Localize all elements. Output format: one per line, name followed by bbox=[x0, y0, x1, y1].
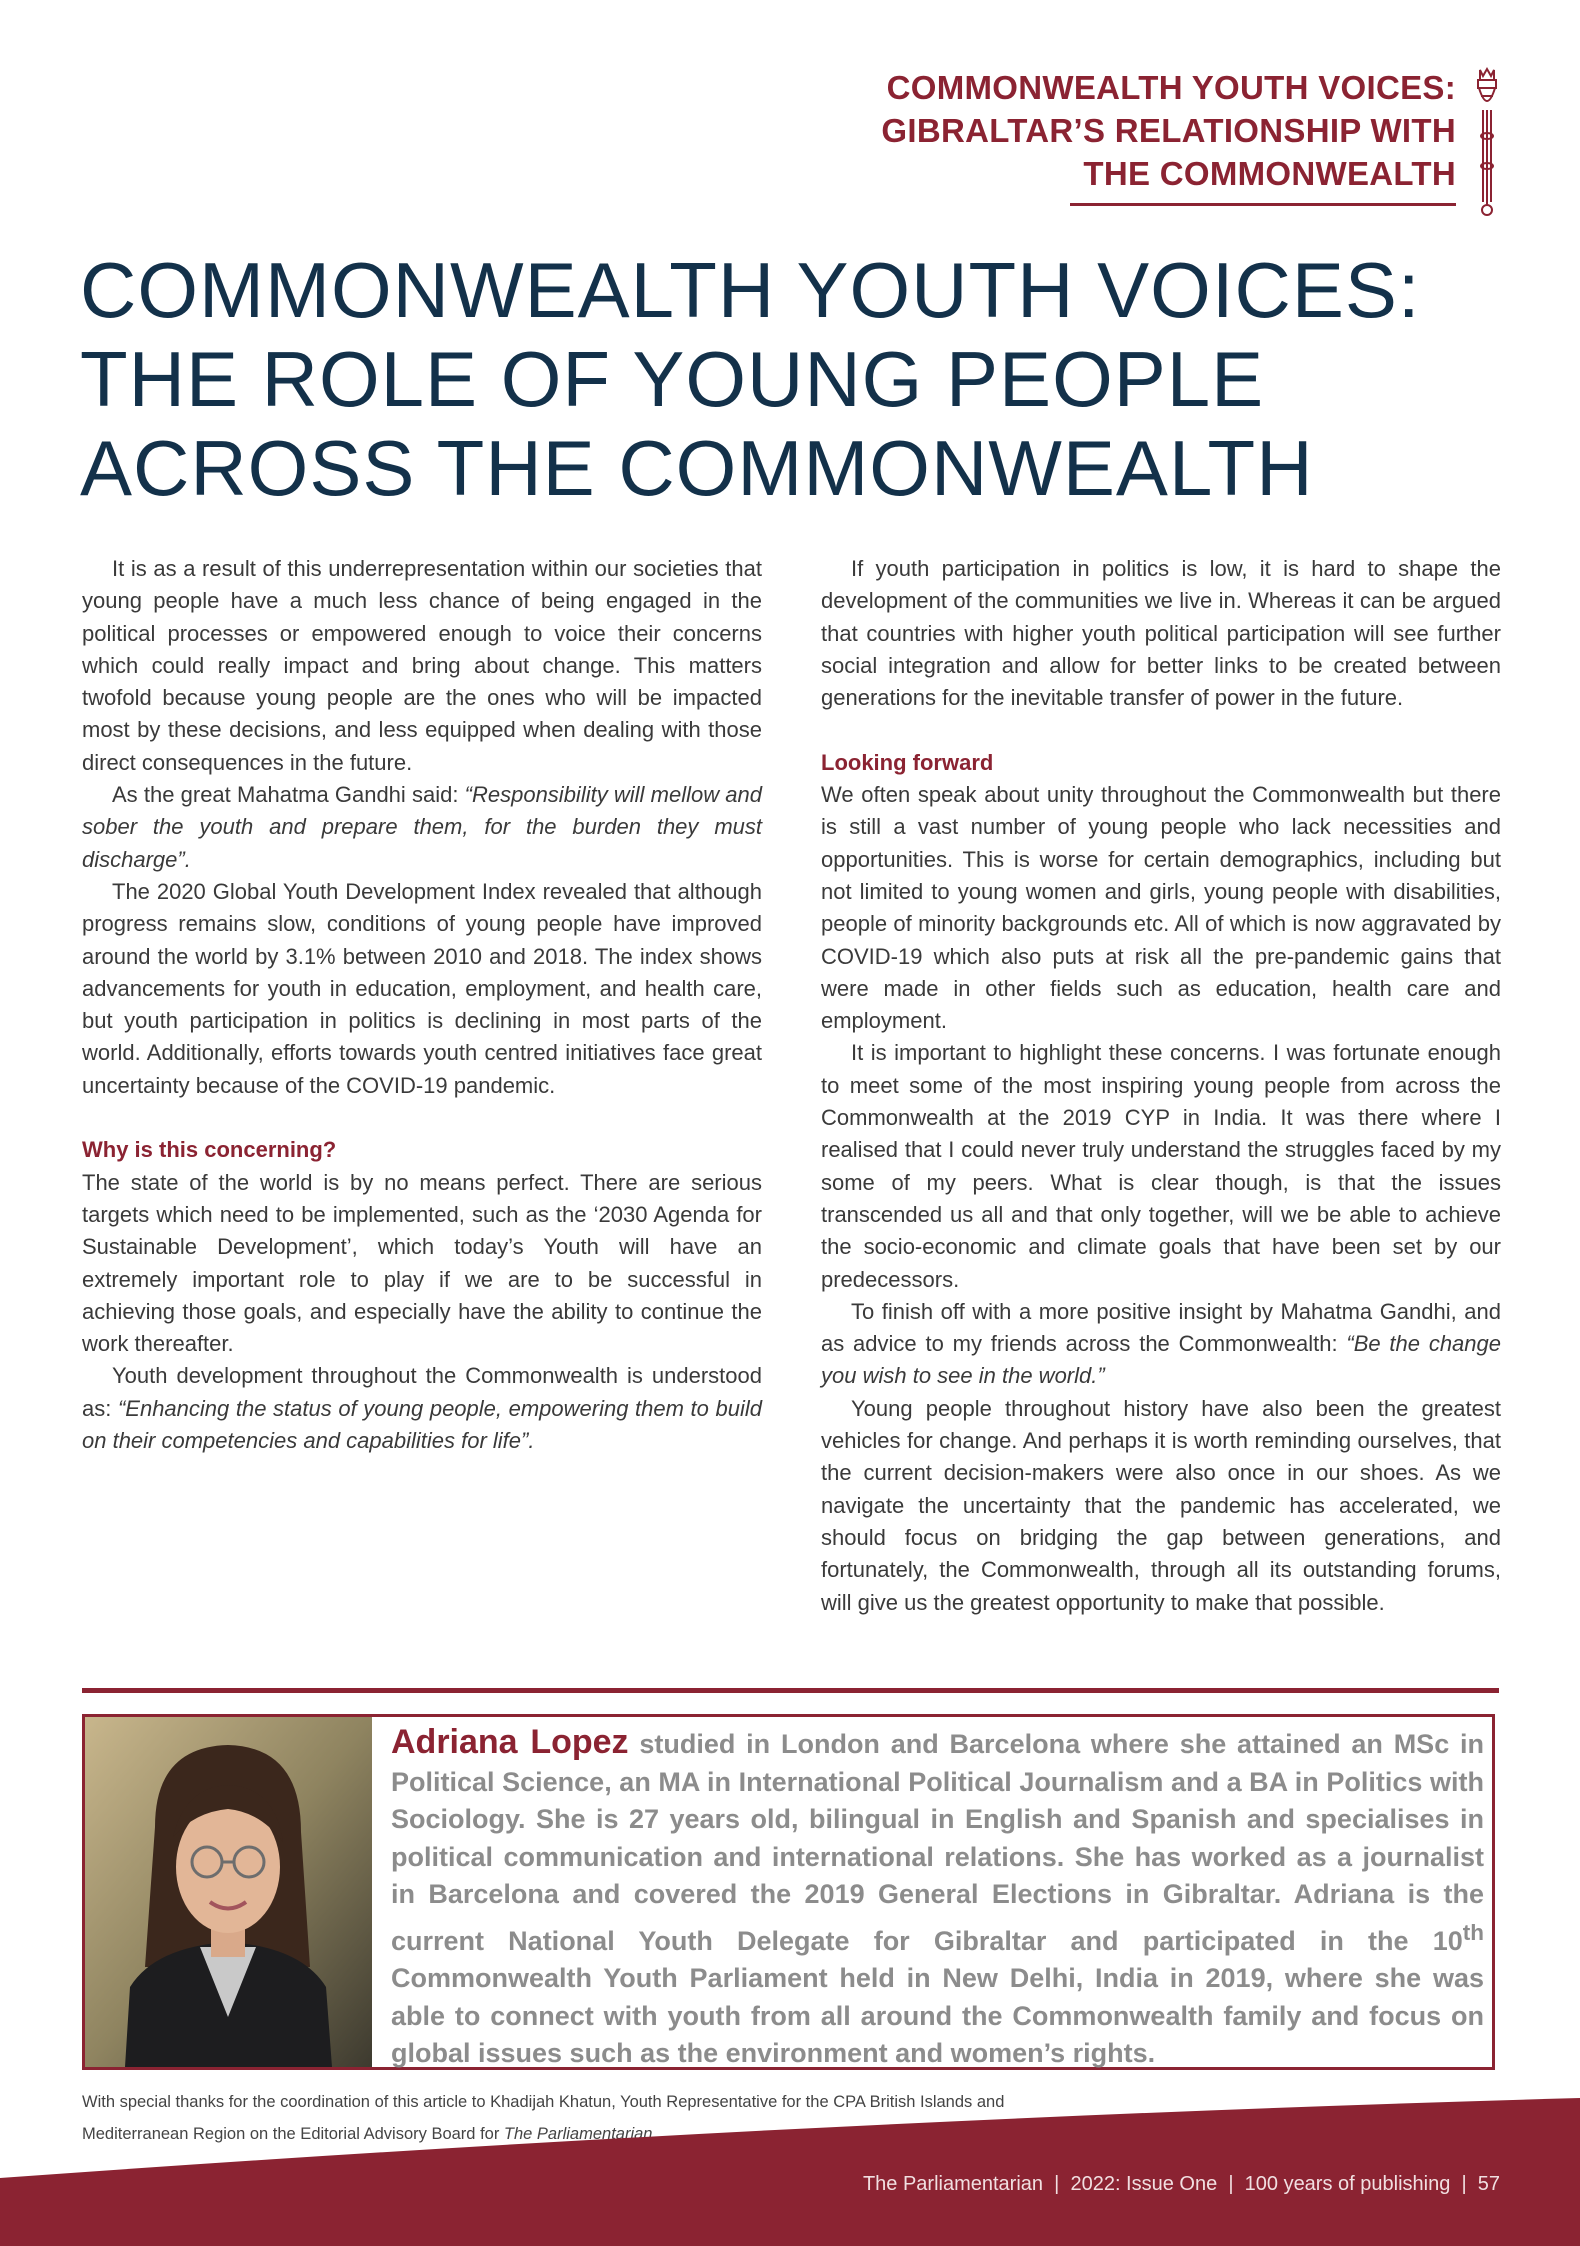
paragraph: The state of the world is by no means perfect. There are serious targets which need to be implemented, such as the ‘2030 Agenda for Sustainable Development’, which today’s Youth will have an extremely important role to play if we are to be successful in achieving those goals, and especially have the ability to continue the work thereafter. bbox=[82, 1169, 762, 1357]
paragraph: The 2020 Global Youth Development Index revealed that although progress remains slow, conditions of young people have improved around the world by 3.1% between 2010 and 2018. The index shows advancements for youth in education, employment, and health care, but youth participation in politics is declining in most parts of the world. Additionally, efforts towards youth centred initiatives face great uncertainty because of the COVID-19 pandemic. bbox=[82, 878, 762, 1098]
acknowledgement-text: With special thanks for the coordination of this article to Khadijah Khatun, Youth Representative for the CPA British Islands and Mediterranean Region on the Editorial Advisory Board for bbox=[82, 2093, 1005, 2143]
paragraph-lead: Youth development throughout the Commonwealth is understood as: bbox=[82, 1363, 762, 1421]
paragraph: Young people throughout history have also been the greatest vehicles for change. And perhaps it is worth reminding ourselves, that the current decision-makers were also once in our shoes. As we navigate the uncertainty that the pandemic has accelerated, we should focus on bridging the gap between generations, and fortunately, the Commonwealth, through all its outstanding forums, will give us the greatest opportunity to make that possible. bbox=[821, 1395, 1501, 1615]
paragraph-lead: As the great Mahatma Gandhi said: bbox=[112, 782, 465, 808]
publication-name: The Parliamentarian bbox=[503, 2125, 653, 2143]
paragraph bbox=[82, 779, 762, 876]
left-column bbox=[82, 553, 762, 1457]
right-column bbox=[821, 553, 1501, 1619]
paragraph: If youth participation in politics is low, it is hard to shape the development of the communities we live in. Whereas it can be argued that countries with higher youth political participation will see further social integration and allow for better links to be created between generations for the inevitable transfer of power in the future. bbox=[821, 556, 1501, 711]
ordinal-suffix: th bbox=[1462, 1919, 1484, 1945]
section-heading: Why is this concerning? bbox=[82, 1137, 337, 1163]
gandhi-quote: “Responsibility will mellow and sober the youth and prepare them, for the burden they must discharge”. bbox=[82, 782, 762, 872]
paragraph-lead: To finish off with a more positive insight by Mahatma Gandhi, and as advice to my friends across the Commonwealth: bbox=[821, 1298, 1501, 1357]
author-name: Adriana Lopez bbox=[391, 1723, 629, 1761]
paragraph: It is important to highlight these concerns. I was fortunate enough to meet some of the most inspiring young people from across the Commonwealth at the 2019 CYP in India. It was there where I realised that I could never truly understand the struggles faced by my some of my peers. What is clear though, is that the issues transcended us all and that only together, will we be able to achieve the socio-economic and climate goals that have been set by our predecessors. bbox=[821, 1040, 1501, 1292]
section-heading: Looking forward bbox=[821, 749, 994, 775]
page-footer: The Parliamentarian | 2022: Issue One | 100 years of publishing | 57 bbox=[862, 2173, 1500, 2195]
bio-text-part-2: Commonwealth Youth Parliament held in New Delhi, India in 2019, where she was able to connect with youth from all around the Commonwealth family and focus on global issues such as the environment and women’s rights. bbox=[391, 1963, 1484, 2068]
paragraph: It is as a result of this underrepresentation within our societies that young people have a much less chance of being engaged in the political processes or empowered enough to voice their concerns which could really impact and bring about change. This matters twofold because young people are the ones who will be impacted most by these decisions, and less equipped when dealing with those direct consequences in the future. bbox=[82, 556, 762, 775]
definition-quote: “Enhancing the status of young people, empowering them to build on their competencies and capabilities for life”. bbox=[82, 1395, 762, 1454]
article-title-line-1: COMMONWEALTH YOUTH VOICES: bbox=[80, 246, 1421, 334]
bio-divider bbox=[82, 1688, 1499, 1693]
article-title-line-2: THE ROLE OF YOUNG PEOPLE bbox=[80, 335, 1265, 423]
section-header-line-1: COMMONWEALTH YOUTH VOICES: bbox=[886, 69, 1456, 106]
article-title-line-3: ACROSS THE COMMONWEALTH bbox=[80, 424, 1314, 512]
mace-icon bbox=[1470, 66, 1504, 218]
author-portrait-image bbox=[85, 1717, 372, 2067]
bio-text-part-1: studied in London and Barcelona where she attained an MSc in Political Science, an MA in International Political Journalism and a BA in Politics with Sociology. She is 27 years old, bilingual in English and Spanish and specialises in political communication and international relations. She has worked as a journalist in Barcelona and covered the 2019 General Elections in Gibraltar. Adriana is the current National Youth Delegate for Gibraltar and participated in the 10 bbox=[391, 1729, 1485, 1956]
section-header-line-3: THE COMMONWEALTH bbox=[1083, 155, 1456, 192]
paragraph: We often speak about unity throughout the Commonwealth but there is still a vast number of young people who lack necessities and opportunities. This is worse for certain demographics, including but not limited to young women and girls, young people with disabilities, people of minority backgrounds etc. All of which is now aggravated by COVID-19 which also puts at risk all the pre-pandemic gains that were made in other fields such as education, health care and employment. bbox=[821, 782, 1501, 1034]
author-photo bbox=[85, 1717, 372, 2067]
footer-band bbox=[0, 2080, 1580, 2246]
paragraph bbox=[82, 1360, 762, 1457]
gandhi-quote: “Be the change you wish to see in the world.” bbox=[821, 1331, 1501, 1389]
section-header bbox=[736, 66, 1456, 195]
article-title bbox=[80, 246, 1500, 513]
paragraph bbox=[821, 1296, 1501, 1393]
header-divider bbox=[1070, 203, 1456, 206]
author-bio bbox=[391, 1724, 1484, 2073]
acknowledgement-end: . bbox=[652, 2125, 658, 2143]
section-header-line-2: GIBRALTAR’S RELATIONSHIP WITH bbox=[881, 112, 1456, 149]
